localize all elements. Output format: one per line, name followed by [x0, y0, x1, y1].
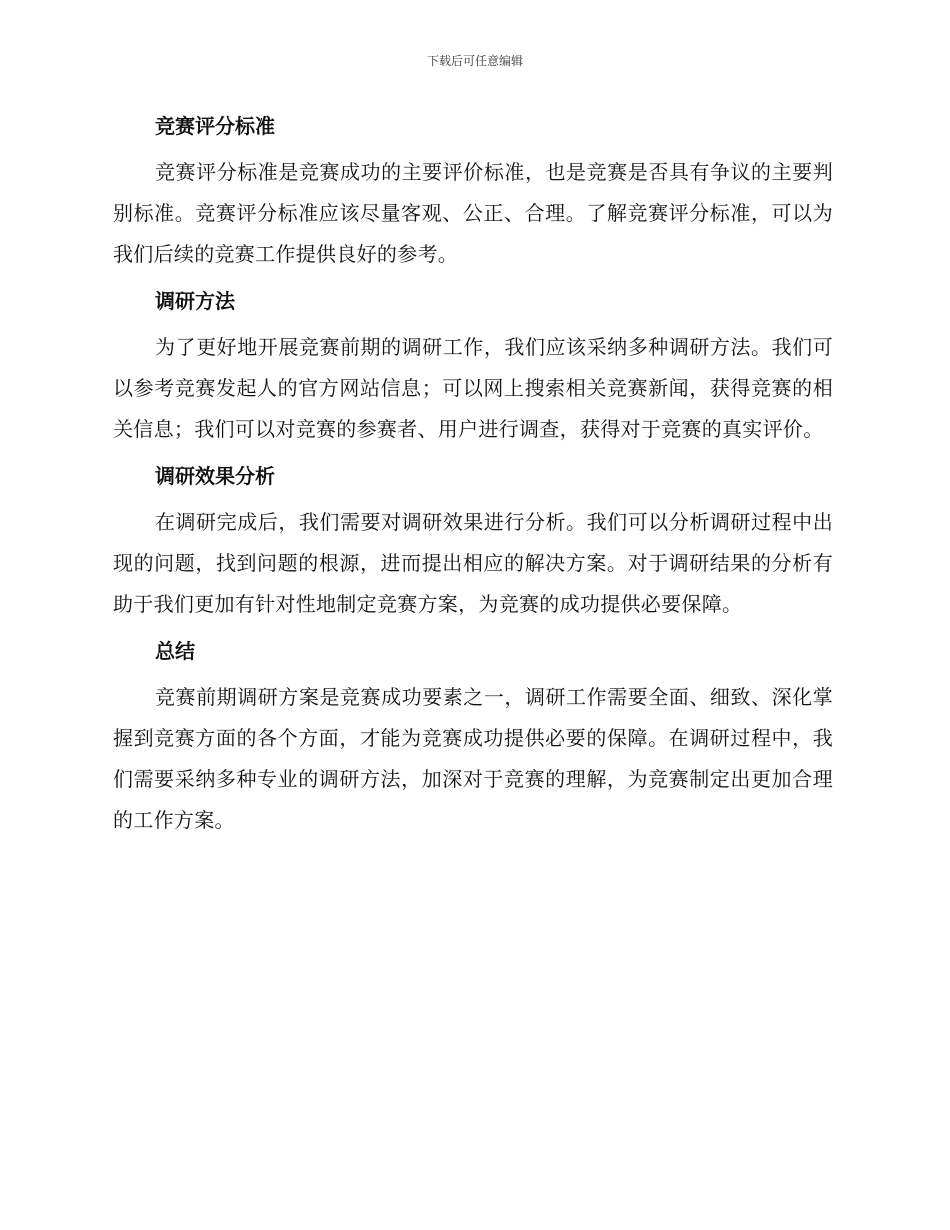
- section-heading: 总结: [155, 639, 195, 663]
- section-heading: 调研方法: [155, 289, 235, 313]
- page-header: 下载后可任意编辑: [426, 54, 523, 68]
- section-research-methods: [113, 285, 833, 450]
- section-paragraph: 竞赛前期调研方案是竞赛成功要素之一，调研工作需要全面、细致、深化掌握到竞赛方面的各个方面，才能为竞赛成功提供必要的保障。在调研过程中，我们需要采纳多种专业的调研方法，加深对于竞赛的理解，为竞赛制定出更加合理的工作方案。: [113, 685, 833, 832]
- section-heading: 调研效果分析: [155, 464, 275, 488]
- section-scoring-criteria: [113, 110, 833, 275]
- section-paragraph: 为了更好地开展竞赛前期的调研工作，我们应该采纳多种调研方法。我们可以参考竞赛发起人的官方网站信息；可以网上搜索相关竞赛新闻，获得竞赛的相关信息；我们可以对竞赛的参赛者、用户进行调查，获得对于竞赛的真实评价。: [113, 335, 833, 441]
- section-research-analysis: [113, 460, 833, 625]
- section-summary: [113, 635, 833, 841]
- section-paragraph: 竞赛评分标准是竞赛成功的主要评价标准，也是竞赛是否具有争议的主要判别标准。竞赛评分标准应该尽量客观、公正、合理。了解竞赛评分标准，可以为我们后续的竞赛工作提供良好的参考。: [113, 160, 833, 266]
- section-paragraph: 在调研完成后，我们需要对调研效果进行分析。我们可以分析调研过程中出现的问题，找到问题的根源，进而提出相应的解决方案。对于调研结果的分析有助于我们更加有针对性地制定竞赛方案，为竞赛的成功提供必要保障。: [113, 510, 833, 616]
- document-body: [113, 110, 833, 851]
- section-heading: 竞赛评分标准: [155, 114, 275, 138]
